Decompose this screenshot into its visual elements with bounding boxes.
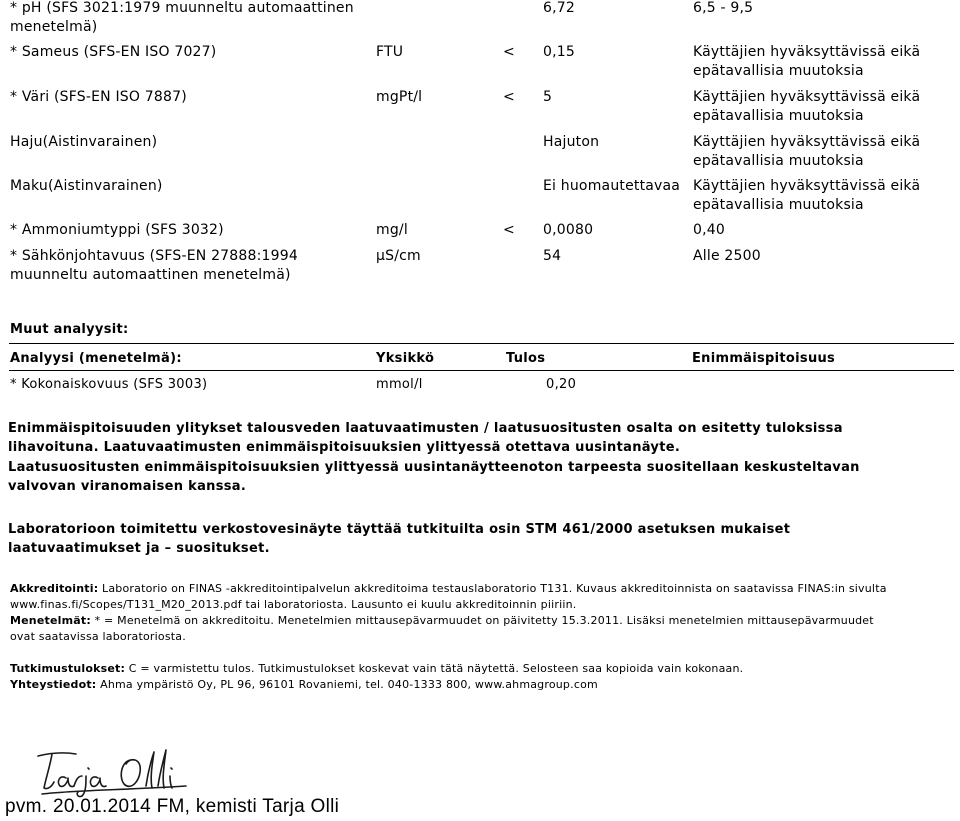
param-name: * Väri (SFS-EN ISO 7887) [10,89,187,105]
col-header-result: Tulos [506,351,546,366]
accreditation-line [10,582,887,595]
param-name: Maku(Aistinvarainen) [10,178,163,194]
note-line: Enimmäispitoisuuden ylitykset talousveden laatuvaatimusten / laatusuositusten osalta on esitetty tuloksissa [8,421,843,436]
param-name: * Sähkönjohtavuus (SFS-EN 27888:1994 [10,248,298,264]
param-name: Haju(Aistinvarainen) [10,134,158,150]
result-value: 5 [543,89,553,105]
limit-value-cont: epätavallisia muutoksia [693,197,864,213]
col-header-limit: Enimmäispitoisuus [692,351,836,366]
unit: FTU [376,44,404,60]
limit-value: Alle 2500 [693,248,761,264]
methods-text-cont: ovat saatavissa laboratoriosta. [10,630,186,643]
contact-label: Yhteystiedot: [10,678,97,691]
methods-line [10,614,874,627]
limit-value-cont: epätavallisia muutoksia [693,63,864,79]
accreditation-text: Laboratorio on FINAS -akkreditointipalvelun akkreditoima testauslaboratorio T131. Kuvaus akkreditoinnista on saatavissa FINAS:in sivulta [98,582,887,595]
conclusion-line: laatuvaatimukset ja – suositukset. [8,541,270,556]
param-name: * Kokonaiskovuus (SFS 3003) [10,377,208,392]
limit-value: Käyttäjien hyväksyttävissä eikä [693,178,921,194]
methods-text: * = Menetelmä on akkreditoitu. Menetelmien mittausepävarmuudet on päivitetty 15.3.2011. Lisäksi menetelmien mittausepävarmuudet [90,614,874,627]
result-value: 6,72 [543,0,575,16]
contact-line [10,678,598,691]
accreditation-label: Akkreditointi: [10,582,99,595]
conclusion-line: Laboratorioon toimitettu verkostovesinäyte täyttää tutkituilta osin STM 461/2000 asetuksen mukaiset [8,522,791,537]
accreditation-text-cont: www.finas.fi/Scopes/T131_M20_2013.pdf tai laboratoriosta. Lausunto ei kuulu akkreditoinnin piiriin. [10,598,577,611]
result-value: 54 [543,248,562,264]
param-name: * pH (SFS 3021:1979 muunneltu automaattinen [10,0,354,16]
limit-value: Käyttäjien hyväksyttävissä eikä [693,134,921,150]
limit-value: Käyttäjien hyväksyttävissä eikä [693,44,921,60]
handwritten-signature [36,742,196,798]
signature-date-line: pvm. 20.01.2014 FM, kemisti Tarja Olli [5,796,340,817]
col-header-analysis: Analyysi (menetelmä): [10,351,182,366]
param-name-cont: menetelmä) [10,19,98,35]
limit-value: 6,5 - 9,5 [693,0,754,16]
col-header-unit: Yksikkö [376,351,435,366]
methods-label: Menetelmät: [10,614,91,627]
param-name: * Sameus (SFS-EN ISO 7027) [10,44,217,60]
results-note-label: Tutkimustulokset: [10,662,126,675]
results-note-text: C = varmistettu tulos. Tutkimustulokset koskevat vain tätä näytettä. Selosteen saa kopioida vain kokonaan. [125,662,744,675]
result-value: 0,20 [546,377,577,392]
divider-bottom [9,370,954,371]
unit: mg/l [376,222,408,238]
unit: µS/cm [376,248,421,264]
note-line: valvovan viranomaisen kanssa. [8,479,247,494]
result-value: 0,0080 [543,222,594,238]
param-name-cont: muunneltu automaattinen menetelmä) [10,267,291,283]
limit-value-cont: epätavallisia muutoksia [693,108,864,124]
results-note-line [10,662,743,675]
less-than-sign: < [503,89,515,105]
result-value: Hajuton [543,134,600,150]
section-heading: Muut analyysit: [10,322,129,337]
limit-value: 0,40 [693,222,725,238]
limit-value: Käyttäjien hyväksyttävissä eikä [693,89,921,105]
limit-value-cont: epätavallisia muutoksia [693,153,864,169]
divider-top [9,343,954,344]
contact-text: Ahma ympäristö Oy, PL 96, 96101 Rovaniemi, tel. 040-1333 800, www.ahmagroup.com [96,678,598,691]
result-value: 0,15 [543,44,575,60]
unit: mgPt/l [376,89,423,105]
note-line: lihavoituna. Laatuvaatimusten enimmäispitoisuuksien ylittyessä otettava uusintanäyte. [8,440,681,455]
result-value: Ei huomautettavaa [543,178,681,194]
param-name: * Ammoniumtyppi (SFS 3032) [10,222,224,238]
less-than-sign: < [503,222,515,238]
note-line: Laatusuositusten enimmäispitoisuuksien ylittyessä uusintanäytteenoton tarpeesta suositellaan keskusteltavan [8,460,860,475]
unit: mmol/l [376,377,423,392]
less-than-sign: < [503,44,515,60]
